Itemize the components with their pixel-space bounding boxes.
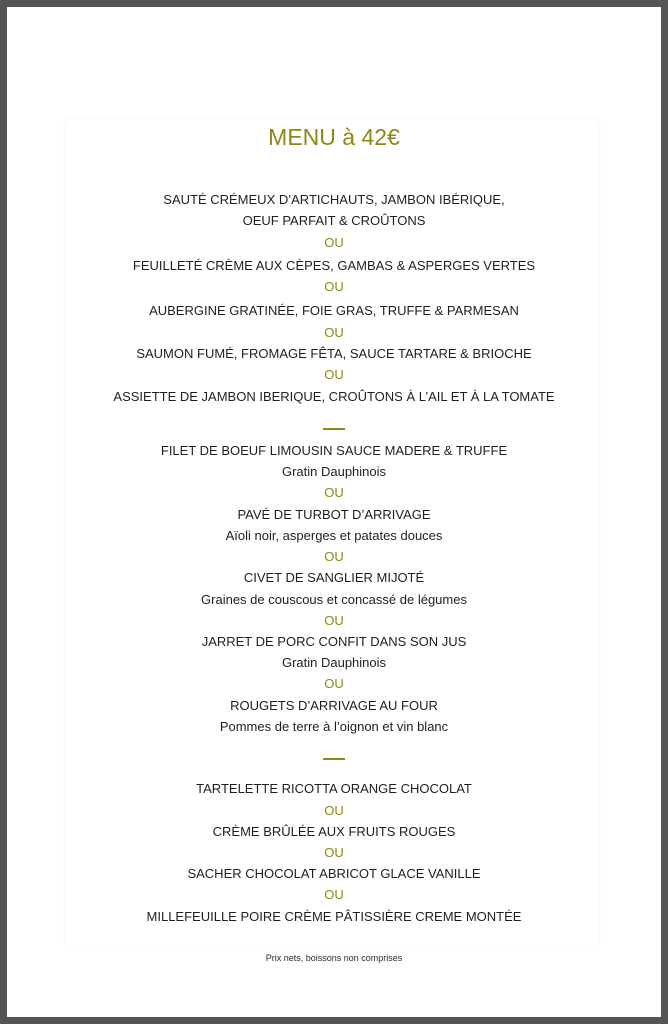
main-side: Gratin Dauphinois	[281, 464, 387, 479]
dessert-item: TARTELETTE RICOTTA ORANGE CHOCOLAT	[196, 781, 472, 796]
main-dish: PAVÉ DE TURBOT D’ARRIVAGE	[237, 507, 431, 522]
dessert-item: CRÈME BRÛLÉE AUX FRUITS ROUGES	[212, 824, 456, 839]
section-divider	[323, 758, 345, 760]
starter-item: AUBERGINE GRATINÉE, FOIE GRAS, TRUFFE & PARMESAN	[149, 303, 519, 318]
or-separator: OU	[324, 325, 344, 340]
main-dish: FILET DE BOEUF LIMOUSIN SAUCE MADERE & TRUFFE	[160, 443, 508, 458]
main-side: Gratin Dauphinois	[281, 655, 387, 670]
menu-title: MENU à 42€	[268, 124, 400, 150]
starter-item: ASSIETTE DE JAMBON IBERIQUE, CROÛTONS À L’AIL ET À LA TOMATE	[113, 389, 555, 404]
starter-item: OEUF PARFAIT & CROÛTONS	[242, 213, 426, 228]
main-side: Pommes de terre à l’oignon et vin blanc	[219, 719, 449, 734]
or-separator: OU	[324, 279, 344, 294]
section-divider	[323, 428, 345, 430]
or-separator: OU	[324, 367, 344, 382]
dessert-item: MILLEFEUILLE POIRE CRÈME PÂTISSIÈRE CREME MONTÉE	[146, 909, 522, 924]
or-separator: OU	[324, 485, 344, 500]
or-separator: OU	[324, 803, 344, 818]
or-separator: OU	[324, 549, 344, 564]
main-side: Graines de couscous et concassé de légumes	[201, 592, 467, 607]
starter-item: SAUMON FUMÉ, FROMAGE FÊTA, SAUCE TARTARE & BRIOCHE	[136, 346, 532, 361]
main-dish: ROUGETS D’ARRIVAGE AU FOUR	[230, 698, 438, 713]
or-separator: OU	[324, 887, 344, 902]
or-separator: OU	[324, 235, 344, 250]
or-separator: OU	[324, 613, 344, 628]
or-separator: OU	[324, 676, 344, 691]
starter-item: SAUTÉ CRÉMEUX D’ARTICHAUTS, JAMBON IBÉRIQUE,	[163, 192, 505, 207]
main-dish: CIVET DE SANGLIER MIJOTÉ	[243, 570, 425, 585]
dessert-item: SACHER CHOCOLAT ABRICOT GLACE VANILLE	[187, 866, 481, 881]
or-separator: OU	[324, 845, 344, 860]
starter-item: FEUILLETÉ CRÈME AUX CÈPES, GAMBAS & ASPERGES VERTES	[132, 258, 536, 273]
main-side: Aïoli noir, asperges et patates douces	[225, 528, 443, 543]
main-dish: JARRET DE PORC CONFIT DANS SON JUS	[201, 634, 467, 649]
price-note: Prix nets, boissons non comprises	[265, 953, 403, 963]
